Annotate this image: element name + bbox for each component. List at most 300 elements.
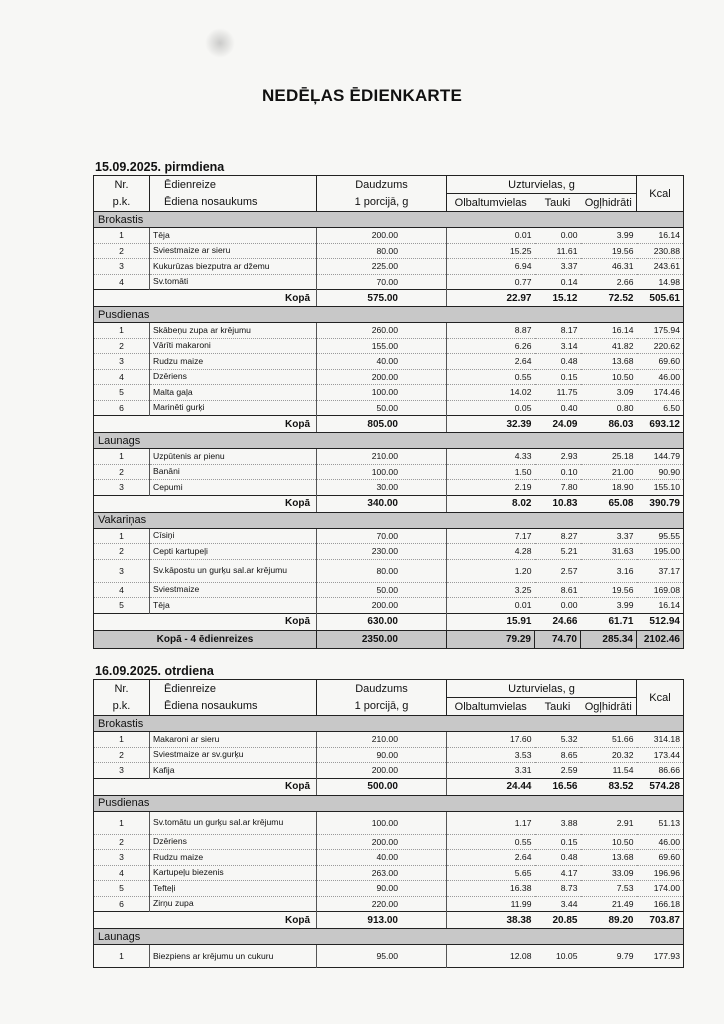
table-row — [94, 528, 684, 544]
table-row — [94, 945, 684, 968]
protein-value: 5.65 — [447, 865, 535, 881]
table-row — [94, 385, 684, 401]
carbs-value: 18.90 — [581, 480, 637, 496]
dish-name: Tēja — [150, 598, 317, 614]
header-nr: Nr. — [94, 176, 150, 194]
total-protein: 15.91 — [447, 613, 535, 630]
grand-total-carbs: 285.34 — [581, 630, 637, 648]
dish-name: Tefteļi — [150, 881, 317, 897]
portion-grams: 40.00 — [317, 354, 447, 370]
day-label: 15.09.2025. pirmdiena — [95, 160, 225, 174]
total-qty: 500.00 — [317, 778, 447, 795]
kcal-value: 86.66 — [637, 763, 684, 779]
portion-grams: 200.00 — [317, 228, 447, 244]
row-number: 3 — [94, 559, 150, 582]
carbs-value: 2.91 — [581, 811, 637, 834]
meal-section-vakarinas: Vakariņas — [94, 512, 684, 528]
carbs-value: 10.50 — [581, 834, 637, 850]
row-number: 1 — [94, 228, 150, 244]
total-carbs: 72.52 — [581, 290, 637, 307]
meal-section-pusdienas: Pusdienas — [94, 307, 684, 323]
kcal-value: 174.46 — [637, 385, 684, 401]
fat-value: 2.93 — [535, 449, 581, 465]
row-number: 3 — [94, 480, 150, 496]
table-row — [94, 834, 684, 850]
dish-name: Rudzu maize — [150, 850, 317, 866]
protein-value: 2.64 — [447, 354, 535, 370]
table-row — [94, 243, 684, 259]
carbs-value: 46.31 — [581, 259, 637, 275]
page-title: NEDĒĻAS ĒDIENKARTE — [261, 86, 463, 105]
fat-value: 2.59 — [535, 763, 581, 779]
row-number: 1 — [94, 528, 150, 544]
fat-value: 3.14 — [535, 338, 581, 354]
total-carbs: 86.03 — [581, 416, 637, 433]
carbs-value: 25.18 — [581, 449, 637, 465]
day-label: 16.09.2025. otrdiena — [95, 664, 214, 678]
grand-total-protein: 79.29 — [447, 630, 535, 648]
protein-value: 14.02 — [447, 385, 535, 401]
row-number: 4 — [94, 369, 150, 385]
protein-value: 0.01 — [447, 228, 535, 244]
row-number: 6 — [94, 400, 150, 416]
dish-name: Zirņu zupa — [150, 896, 317, 912]
dish-name: Sv.tomātu un gurķu sal.ar krējumu — [150, 811, 317, 834]
table-row — [94, 896, 684, 912]
kcal-value: 14.98 — [637, 274, 684, 290]
table-row — [94, 464, 684, 480]
header-uzturvielas: Uzturvielas, g — [447, 680, 637, 698]
kcal-value: 6.50 — [637, 400, 684, 416]
table-row — [94, 747, 684, 763]
kcal-value: 243.61 — [637, 259, 684, 275]
protein-value: 17.60 — [447, 732, 535, 748]
fat-value: 10.05 — [535, 945, 581, 968]
portion-grams: 90.00 — [317, 747, 447, 763]
section-total-row — [94, 495, 684, 512]
protein-value: 12.08 — [447, 945, 535, 968]
row-number: 4 — [94, 865, 150, 881]
grand-total-row — [94, 630, 684, 648]
kcal-value: 155.10 — [637, 480, 684, 496]
fat-value: 5.32 — [535, 732, 581, 748]
kcal-value: 196.96 — [637, 865, 684, 881]
header-porcija: 1 porcijā, g — [317, 194, 447, 212]
kcal-value: 314.18 — [637, 732, 684, 748]
carbs-value: 3.09 — [581, 385, 637, 401]
protein-value: 3.53 — [447, 747, 535, 763]
total-kcal: 512.94 — [637, 613, 684, 630]
row-number: 4 — [94, 582, 150, 598]
total-fat: 16.56 — [535, 778, 581, 795]
protein-value: 15.25 — [447, 243, 535, 259]
row-number: 3 — [94, 354, 150, 370]
dish-name: Sviestmaize — [150, 582, 317, 598]
total-label: Kopā — [94, 495, 317, 512]
header-oglhidrati: Ogļhidrāti — [581, 194, 637, 212]
protein-value: 4.28 — [447, 544, 535, 560]
header-kcal: Kcal — [649, 187, 671, 200]
row-number: 5 — [94, 598, 150, 614]
protein-value: 11.99 — [447, 896, 535, 912]
fat-value: 2.57 — [535, 559, 581, 582]
header-tauki: Tauki — [544, 700, 571, 713]
row-number: 2 — [94, 747, 150, 763]
dish-name: Vārīti makaroni — [150, 338, 317, 354]
dish-name: Kartupeļu biezenis — [150, 865, 317, 881]
kcal-value: 95.55 — [637, 528, 684, 544]
row-number: 6 — [94, 896, 150, 912]
row-number: 2 — [94, 243, 150, 259]
protein-value: 6.26 — [447, 338, 535, 354]
kcal-value: 46.00 — [637, 834, 684, 850]
protein-value: 16.38 — [447, 881, 535, 897]
section-total-row — [94, 290, 684, 307]
table-row — [94, 259, 684, 275]
kcal-value: 144.79 — [637, 449, 684, 465]
meal-section-brokastis: Brokastis — [94, 716, 684, 732]
total-fat: 10.83 — [535, 495, 581, 512]
section-total-row — [94, 613, 684, 630]
fat-value: 11.61 — [535, 243, 581, 259]
table-row — [94, 369, 684, 385]
total-carbs: 65.08 — [581, 495, 637, 512]
day-2-menu — [93, 664, 683, 968]
dish-name: Sv.kāpostu un gurķu sal.ar krējumu — [150, 559, 317, 582]
portion-grams: 200.00 — [317, 598, 447, 614]
scan-smudge — [205, 28, 235, 58]
carbs-value: 3.37 — [581, 528, 637, 544]
fat-value: 7.80 — [535, 480, 581, 496]
fat-value: 3.88 — [535, 811, 581, 834]
dish-name: Cīsiņi — [150, 528, 317, 544]
protein-value: 0.77 — [447, 274, 535, 290]
carbs-value: 11.54 — [581, 763, 637, 779]
total-protein: 32.39 — [447, 416, 535, 433]
total-kcal: 505.61 — [637, 290, 684, 307]
portion-grams: 200.00 — [317, 834, 447, 850]
protein-value: 1.17 — [447, 811, 535, 834]
kcal-value: 16.14 — [637, 228, 684, 244]
portion-grams: 210.00 — [317, 732, 447, 748]
section-total-row — [94, 416, 684, 433]
total-kcal: 703.87 — [637, 912, 684, 929]
table-row — [94, 323, 684, 339]
menu-table — [93, 679, 684, 968]
kcal-value: 69.60 — [637, 354, 684, 370]
fat-value: 8.73 — [535, 881, 581, 897]
kcal-value: 51.13 — [637, 811, 684, 834]
kcal-value: 220.62 — [637, 338, 684, 354]
dish-name: Uzpūtenis ar pienu — [150, 449, 317, 465]
protein-value: 0.01 — [447, 598, 535, 614]
portion-grams: 100.00 — [317, 385, 447, 401]
protein-value: 8.87 — [447, 323, 535, 339]
fat-value: 0.14 — [535, 274, 581, 290]
kcal-value: 90.90 — [637, 464, 684, 480]
header-tauki: Tauki — [544, 196, 571, 209]
total-protein: 38.38 — [447, 912, 535, 929]
total-fat: 24.09 — [535, 416, 581, 433]
row-number: 1 — [94, 323, 150, 339]
header-olbaltumvielas: Olbaltumvielas — [454, 196, 527, 209]
protein-value: 2.19 — [447, 480, 535, 496]
fat-value: 5.21 — [535, 544, 581, 560]
total-label: Kopā — [94, 290, 317, 307]
header-nr: Nr. — [94, 680, 150, 698]
fat-value: 0.00 — [535, 228, 581, 244]
total-kcal: 574.28 — [637, 778, 684, 795]
protein-value: 0.55 — [447, 834, 535, 850]
fat-value: 0.40 — [535, 400, 581, 416]
total-qty: 575.00 — [317, 290, 447, 307]
kcal-value: 195.00 — [637, 544, 684, 560]
carbs-value: 51.66 — [581, 732, 637, 748]
row-number: 2 — [94, 464, 150, 480]
day-1-menu — [93, 160, 683, 649]
table-row — [94, 763, 684, 779]
kcal-value: 175.94 — [637, 323, 684, 339]
kcal-value: 177.93 — [637, 945, 684, 968]
dish-name: Makaroni ar sieru — [150, 732, 317, 748]
header-edienreize: Ēdienreize — [150, 176, 317, 194]
total-fat: 24.66 — [535, 613, 581, 630]
table-row — [94, 544, 684, 560]
fat-value: 0.10 — [535, 464, 581, 480]
row-number: 1 — [94, 732, 150, 748]
fat-value: 11.75 — [535, 385, 581, 401]
grand-total-qty: 2350.00 — [317, 630, 447, 648]
portion-grams: 80.00 — [317, 243, 447, 259]
header-kcal: Kcal — [649, 691, 671, 704]
carbs-value: 7.53 — [581, 881, 637, 897]
dish-name: Sviestmaize ar sieru — [150, 243, 317, 259]
grand-total-label: Kopā - 4 ēdienreizes — [94, 630, 317, 648]
portion-grams: 200.00 — [317, 763, 447, 779]
kcal-value: 16.14 — [637, 598, 684, 614]
portion-grams: 70.00 — [317, 274, 447, 290]
carbs-value: 2.66 — [581, 274, 637, 290]
total-fat: 15.12 — [535, 290, 581, 307]
portion-grams: 40.00 — [317, 850, 447, 866]
dish-name: Banāni — [150, 464, 317, 480]
dish-name: Skābeņu zupa ar krējumu — [150, 323, 317, 339]
dish-name: Malta gaļa — [150, 385, 317, 401]
kcal-value: 230.88 — [637, 243, 684, 259]
kcal-value: 173.44 — [637, 747, 684, 763]
table-row — [94, 559, 684, 582]
table-row — [94, 865, 684, 881]
total-qty: 913.00 — [317, 912, 447, 929]
table-row — [94, 338, 684, 354]
total-protein: 24.44 — [447, 778, 535, 795]
header-oglhidrati: Ogļhidrāti — [581, 698, 637, 716]
table-row — [94, 881, 684, 897]
portion-grams: 260.00 — [317, 323, 447, 339]
section-total-row — [94, 912, 684, 929]
portion-grams: 50.00 — [317, 400, 447, 416]
carbs-value: 13.68 — [581, 850, 637, 866]
protein-value: 1.20 — [447, 559, 535, 582]
kcal-value: 174.00 — [637, 881, 684, 897]
row-number: 1 — [94, 811, 150, 834]
total-carbs: 83.52 — [581, 778, 637, 795]
total-protein: 22.97 — [447, 290, 535, 307]
dish-name: Dzēriens — [150, 834, 317, 850]
header-nosaukums: Ēdiena nosaukums — [150, 194, 317, 212]
portion-grams: 90.00 — [317, 881, 447, 897]
total-kcal: 390.79 — [637, 495, 684, 512]
dish-name: Tēja — [150, 228, 317, 244]
table-row — [94, 354, 684, 370]
total-kcal: 693.12 — [637, 416, 684, 433]
carbs-value: 21.00 — [581, 464, 637, 480]
fat-value: 8.27 — [535, 528, 581, 544]
portion-grams: 50.00 — [317, 582, 447, 598]
total-qty: 630.00 — [317, 613, 447, 630]
row-number: 2 — [94, 338, 150, 354]
portion-grams: 263.00 — [317, 865, 447, 881]
row-number: 2 — [94, 834, 150, 850]
table-row — [94, 228, 684, 244]
dish-name: Biezpiens ar krējumu un cukuru — [150, 945, 317, 968]
carbs-value: 20.32 — [581, 747, 637, 763]
kcal-value: 37.17 — [637, 559, 684, 582]
row-number: 3 — [94, 850, 150, 866]
portion-grams: 210.00 — [317, 449, 447, 465]
dish-name: Cepumi — [150, 480, 317, 496]
protein-value: 0.55 — [447, 369, 535, 385]
fat-value: 0.00 — [535, 598, 581, 614]
total-carbs: 89.20 — [581, 912, 637, 929]
portion-grams: 30.00 — [317, 480, 447, 496]
portion-grams: 200.00 — [317, 369, 447, 385]
total-qty: 805.00 — [317, 416, 447, 433]
header-olbaltumvielas: Olbaltumvielas — [454, 700, 527, 713]
carbs-value: 19.56 — [581, 582, 637, 598]
header-daudzums: Daudzums — [317, 680, 447, 698]
protein-value: 1.50 — [447, 464, 535, 480]
carbs-value: 16.14 — [581, 323, 637, 339]
header-edienreize: Ēdienreize — [150, 680, 317, 698]
portion-grams: 220.00 — [317, 896, 447, 912]
portion-grams: 70.00 — [317, 528, 447, 544]
header-porcija: 1 porcijā, g — [317, 698, 447, 716]
carbs-value: 9.79 — [581, 945, 637, 968]
kcal-value: 169.08 — [637, 582, 684, 598]
protein-value: 3.25 — [447, 582, 535, 598]
row-number: 3 — [94, 763, 150, 779]
total-label: Kopā — [94, 912, 317, 929]
total-fat: 20.85 — [535, 912, 581, 929]
dish-name: Rudzu maize — [150, 354, 317, 370]
carbs-value: 3.99 — [581, 598, 637, 614]
dish-name: Sviestmaize ar sv.gurķu — [150, 747, 317, 763]
kcal-value: 46.00 — [637, 369, 684, 385]
kcal-value: 69.60 — [637, 850, 684, 866]
total-label: Kopā — [94, 778, 317, 795]
table-row — [94, 598, 684, 614]
header-pk: p.k. — [94, 698, 150, 716]
grand-total-fat: 74.70 — [535, 630, 581, 648]
dish-name: Sv.tomāti — [150, 274, 317, 290]
portion-grams: 100.00 — [317, 811, 447, 834]
row-number: 1 — [94, 945, 150, 968]
fat-value: 3.37 — [535, 259, 581, 275]
protein-value: 6.94 — [447, 259, 535, 275]
carbs-value: 31.63 — [581, 544, 637, 560]
dish-name: Kukurūzas biezputra ar džemu — [150, 259, 317, 275]
meal-section-launags: Launags — [94, 929, 684, 945]
fat-value: 8.65 — [535, 747, 581, 763]
header-uzturvielas: Uzturvielas, g — [447, 176, 637, 194]
table-row — [94, 811, 684, 834]
portion-grams: 155.00 — [317, 338, 447, 354]
protein-value: 7.17 — [447, 528, 535, 544]
meal-section-launags: Launags — [94, 433, 684, 449]
dish-name: Dzēriens — [150, 369, 317, 385]
table-row — [94, 480, 684, 496]
menu-table — [93, 175, 684, 649]
portion-grams: 100.00 — [317, 464, 447, 480]
fat-value: 8.61 — [535, 582, 581, 598]
table-row — [94, 582, 684, 598]
table-row — [94, 274, 684, 290]
table-row — [94, 732, 684, 748]
protein-value: 3.31 — [447, 763, 535, 779]
carbs-value: 0.80 — [581, 400, 637, 416]
carbs-value: 19.56 — [581, 243, 637, 259]
carbs-value: 33.09 — [581, 865, 637, 881]
total-label: Kopā — [94, 416, 317, 433]
meal-section-brokastis: Brokastis — [94, 212, 684, 228]
row-number: 1 — [94, 449, 150, 465]
total-carbs: 61.71 — [581, 613, 637, 630]
portion-grams: 225.00 — [317, 259, 447, 275]
total-protein: 8.02 — [447, 495, 535, 512]
section-total-row — [94, 778, 684, 795]
fat-value: 0.48 — [535, 850, 581, 866]
carbs-value: 41.82 — [581, 338, 637, 354]
fat-value: 3.44 — [535, 896, 581, 912]
meal-section-pusdienas: Pusdienas — [94, 795, 684, 811]
protein-value: 2.64 — [447, 850, 535, 866]
carbs-value: 3.99 — [581, 228, 637, 244]
row-number: 4 — [94, 274, 150, 290]
dish-name: Cepti kartupeļi — [150, 544, 317, 560]
header-daudzums: Daudzums — [317, 176, 447, 194]
carbs-value: 3.16 — [581, 559, 637, 582]
fat-value: 8.17 — [535, 323, 581, 339]
portion-grams: 95.00 — [317, 945, 447, 968]
portion-grams: 230.00 — [317, 544, 447, 560]
dish-name: Marinēti gurķi — [150, 400, 317, 416]
row-number: 5 — [94, 881, 150, 897]
total-qty: 340.00 — [317, 495, 447, 512]
row-number: 3 — [94, 259, 150, 275]
table-row — [94, 850, 684, 866]
kcal-value: 166.18 — [637, 896, 684, 912]
table-row — [94, 400, 684, 416]
fat-value: 4.17 — [535, 865, 581, 881]
carbs-value: 10.50 — [581, 369, 637, 385]
header-nosaukums: Ēdiena nosaukums — [150, 698, 317, 716]
protein-value: 4.33 — [447, 449, 535, 465]
grand-total-kcal: 2102.46 — [637, 630, 684, 648]
carbs-value: 13.68 — [581, 354, 637, 370]
row-number: 2 — [94, 544, 150, 560]
total-label: Kopā — [94, 613, 317, 630]
